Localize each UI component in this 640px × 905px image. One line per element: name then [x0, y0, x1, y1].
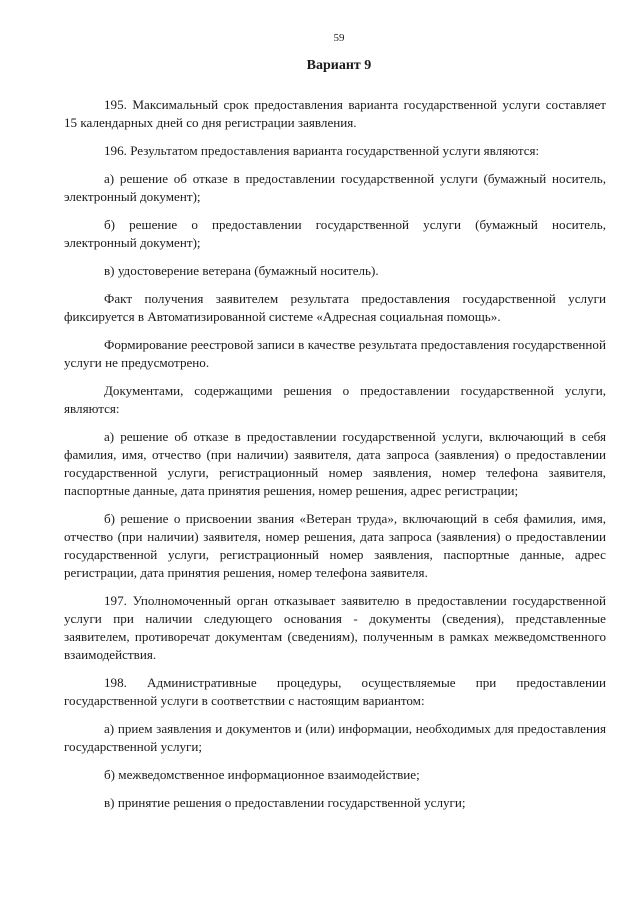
page-number: 59: [333, 32, 345, 44]
paragraph-196-a: а) решение об отказе в предоставлении государственной услуги (бумажный носитель, электронный документ);: [64, 171, 606, 204]
paragraph-195: 195. Максимальный срок предоставления варианта государственной услуги составляет 15 календарных дней со дня регистрации заявления.: [64, 97, 606, 130]
section-heading: Вариант 9: [306, 58, 372, 73]
paragraph-196: 196. Результатом предоставления варианта государственной услуги являются:: [104, 143, 540, 158]
paragraph-196-b: б) решение о предоставлении государственной услуги (бумажный носитель, электронный документ);: [64, 217, 606, 250]
paragraph-196-c: в) удостоверение ветерана (бумажный носитель).: [104, 263, 379, 278]
paragraph-result-fixation: Факт получения заявителем результата предоставления государственной услуги фиксируется в Автоматизированной системе «Адресная социальная помощь».: [64, 291, 606, 324]
paragraph-198-b: б) межведомственное информационное взаимодействие;: [104, 767, 420, 782]
paragraph-decision-doc-b: б) решение о присвоении звания «Ветеран труда», включающий в себя фамилия, имя, отчество (при наличии) заявителя, номер решения, дата запроса (заявления) о предоставлении государственной услуги, регистрационный номер заявления, паспортные данные, адрес регистрации, дата принятия решения, номер телефона заявителя.: [64, 511, 606, 580]
paragraph-198-c: в) принятие решения о предоставлении государственной услуги;: [104, 795, 466, 810]
paragraph-decision-doc-a: а) решение об отказе в предоставлении государственной услуги, включающий в себя фамилия, имя, отчество (при наличии) заявителя, дата запроса (заявления) о предоставлении государственной услуги, регистрационный номер заявления, номер телефона заявителя, паспортные данные, дата принятия решения, номер решения, адрес регистрации;: [64, 429, 606, 498]
paragraph-198-a: а) прием заявления и документов и (или) информации, необходимых для предоставления государственной услуги;: [64, 721, 606, 754]
paragraph-198: 198. Административные процедуры, осуществляемые при предоставлении государственной услуги в соответствии с настоящим вариантом:: [64, 675, 606, 708]
paragraph-decision-documents: Документами, содержащими решения о предоставлении государственной услуги, являются:: [64, 383, 606, 416]
paragraph-197: 197. Уполномоченный орган отказывает заявителю в предоставлении государственной услуги при наличии следующего основания - документы (сведения), представленные заявителем, противоречат документам (сведениям), полученным в рамках межведомственного взаимодействия.: [64, 593, 606, 662]
paragraph-registry-record: Формирование реестровой записи в качестве результата предоставления государственной услуги не предусмотрено.: [64, 337, 606, 370]
